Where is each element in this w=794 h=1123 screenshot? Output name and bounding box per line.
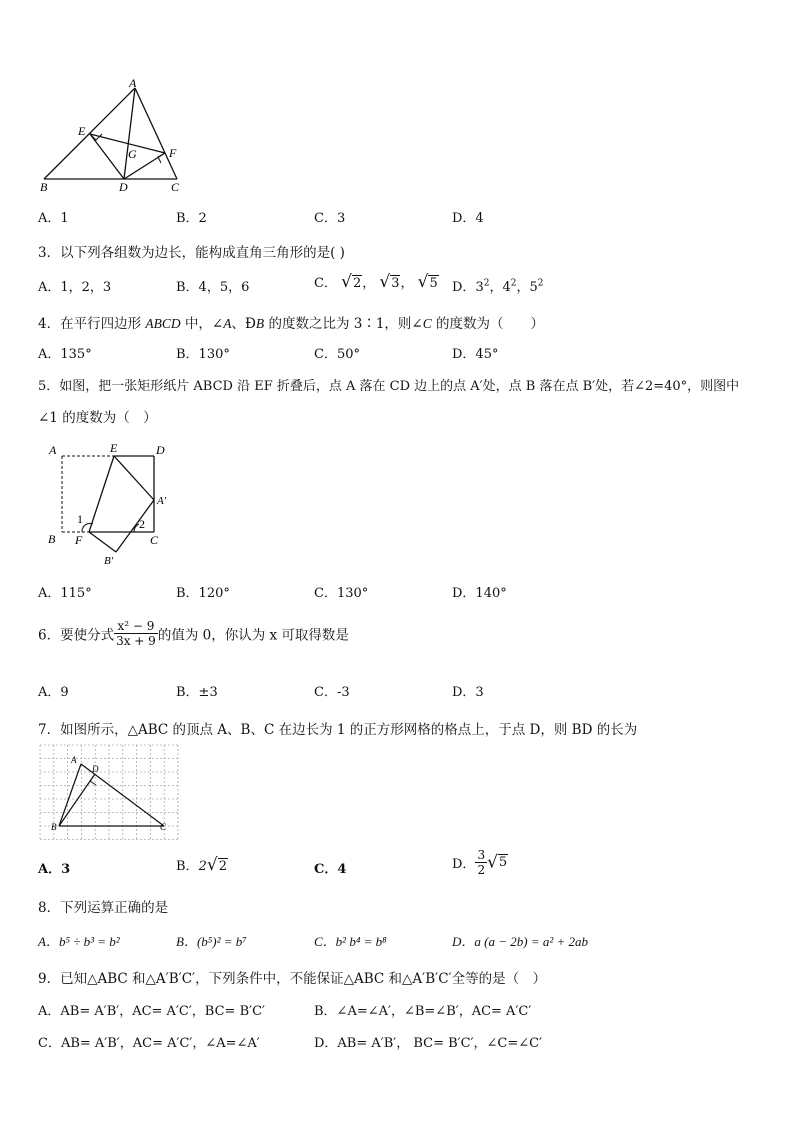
q5-label-b: B [48, 532, 56, 546]
q2-option-c[interactable]: C．3 [314, 211, 346, 226]
q7-label-c: C [160, 822, 167, 832]
q6-frac-den: 3x + 9 [116, 634, 156, 648]
q3-d-sep2: ， [516, 280, 530, 295]
q8-stem: 8．下列运算正确的是 [38, 900, 169, 916]
q3-option-b[interactable]: B．4，5，6 [176, 280, 250, 295]
q5-label-d: D [156, 443, 165, 457]
q3-d-base3: 5 [529, 280, 538, 295]
q7-label-a: A [71, 755, 77, 765]
q7-d-prefix: D． [452, 857, 476, 872]
q2-option-d[interactable]: D．4 [452, 211, 484, 226]
q7-d-num: 3 [477, 848, 486, 862]
q9-option-a[interactable]: A．AB= A′B′，AC= A′C′，BC= B′C′ [38, 1004, 265, 1019]
q5-stem-line2: ∠1 的度数为（ ） [38, 410, 157, 426]
q9-option-b[interactable]: B．∠A=∠A′，∠B=∠B′，AC= A′C′ [314, 1004, 532, 1019]
q5-label-a: A [49, 443, 57, 457]
q5-angle-1: 1 [77, 512, 83, 526]
q4-stem-part: 的度数之比为 3∶1，则∠ [264, 316, 423, 332]
q4-option-a[interactable]: A．135° [38, 347, 92, 362]
q3-c-val2: 3 [391, 276, 400, 291]
q6-option-b[interactable]: B．±3 [176, 685, 218, 700]
label-c: C [171, 180, 180, 194]
q5-angle-2: 2 [139, 517, 145, 531]
q9-option-c[interactable]: C．AB= A′B′，AC= A′C′，∠A=∠A′ [38, 1036, 260, 1051]
q7-label-b: B [51, 822, 57, 832]
q7-option-d[interactable] [452, 848, 508, 877]
q4-angle-b: B [255, 316, 265, 331]
q3-c-prefix: C． [314, 276, 337, 291]
label-e: E [78, 124, 86, 138]
q3-option-d[interactable] [452, 276, 544, 295]
q6-option-c[interactable]: C．-3 [314, 685, 350, 700]
q7-stem: 7．如图所示，△ABC 的顶点 A、B、C 在边长为 1 的正方形网格的格点上，于点 D，则 BD 的长为 [38, 722, 638, 738]
label-d: D [119, 180, 128, 194]
q3-d-base2: 4 [502, 280, 511, 295]
q7-b-radicand: 2 [218, 859, 227, 874]
q2-option-b[interactable]: B．2 [176, 211, 207, 226]
label-a: A [129, 78, 137, 90]
label-f: F [169, 146, 177, 160]
grid-triangle-figure [38, 743, 180, 843]
q7-option-c[interactable]: C．4 [314, 862, 347, 877]
q5-stem-line1: 5．如图，把一张矩形纸片 ABCD 沿 EF 折叠后，点 A 落在 CD 边上的点 A′处，点 B 落在点 B′处，若∠2=40°，则图中 [38, 379, 740, 394]
q4-stem-part: 4．在平行四边形 [38, 316, 146, 332]
q7-option-a[interactable]: A．3 [38, 862, 71, 877]
q6-stem-b: 的值为 0，你认为 x 可取得数是 [157, 627, 349, 644]
q7-b-coef: 2 [198, 859, 207, 874]
q5-label-a-prime: A' [157, 495, 167, 507]
q4-stem-part: 的度数为（ ） [431, 316, 545, 332]
q7-d-radicand: 5 [498, 855, 508, 870]
q3-d-exp3: 2 [537, 278, 544, 289]
q6-frac-num: x² − 9 [114, 619, 158, 634]
q5-option-b[interactable]: B．120° [176, 586, 230, 601]
q3-option-a[interactable]: A．1，2，3 [38, 280, 112, 295]
sqrt-symbol: √ [487, 852, 498, 873]
q4-stem-part: 中，∠ [180, 316, 224, 332]
q3-d-prefix: D． [452, 280, 476, 295]
q7-d-den: 2 [477, 863, 486, 877]
q3-d-base1: 3 [475, 280, 484, 295]
q5-label-c: C [150, 533, 159, 547]
q5-option-c[interactable]: C．130° [314, 586, 369, 601]
q4-stem-part: 、Ð [231, 316, 256, 332]
q5-option-a[interactable]: A．115° [38, 586, 92, 601]
q3-d-exp2: 2 [510, 278, 517, 289]
q4-shape: ABCD [145, 316, 181, 331]
sqrt-symbol: √ [341, 272, 352, 292]
q8-option-b[interactable]: B．(b⁵)² = b⁷ [176, 934, 247, 949]
q5-label-e: E [110, 441, 118, 455]
q5-label-f: F [75, 533, 83, 547]
sqrt-symbol: √ [379, 272, 391, 292]
q4-option-c[interactable]: C．50° [314, 347, 360, 362]
label-g: G [128, 147, 137, 161]
q4-stem [38, 312, 544, 332]
q9-stem: 9．已知△ABC 和△A′B′C′，下列条件中，不能保证△ABC 和△A′B′C′全等的是（ ） [38, 971, 547, 987]
q7-b-prefix: B． [176, 859, 199, 874]
q4-angle-c: C [422, 316, 432, 331]
q3-d-sep1: ， [489, 280, 503, 295]
q6-option-a[interactable]: A．9 [38, 685, 69, 700]
q6-fraction [114, 619, 158, 648]
q4-option-d[interactable]: D．45° [452, 347, 499, 362]
q4-angle-a: A [223, 316, 232, 331]
q8-option-d[interactable]: D．a (a − 2b) = a² + 2ab [452, 934, 589, 949]
triangle-figure-1 [30, 78, 200, 196]
q8-option-a[interactable]: A．b⁵ ÷ b³ = b² [38, 934, 120, 949]
q5-label-b-prime: B' [104, 555, 114, 567]
q3-c-val1: 2 [352, 276, 362, 291]
q7-label-d: D [92, 764, 99, 774]
label-b: B [40, 180, 48, 194]
q4-option-b[interactable]: B．130° [176, 347, 230, 362]
folded-rectangle-figure [44, 440, 174, 568]
q8-option-c[interactable]: C．b² b⁴ = b⁸ [314, 934, 387, 949]
q5-option-d[interactable]: D．140° [452, 586, 507, 601]
q6-stem [38, 619, 349, 648]
q2-option-a[interactable]: A．1 [38, 211, 69, 226]
q7-d-fraction [475, 848, 487, 877]
q3-option-c[interactable]: C． √2， √3， √5 [314, 272, 438, 292]
sqrt-symbol: √ [417, 272, 429, 292]
q6-option-d[interactable]: D．3 [452, 685, 484, 700]
q9-option-d[interactable]: D．AB= A′B′， BC= B′C′，∠C=∠C′ [314, 1036, 543, 1051]
q3-d-exp1: 2 [483, 278, 490, 289]
sqrt-symbol: √ [206, 855, 218, 875]
q3-stem: 3．以下列各组数为边长，能构成直角三角形的是( ) [38, 245, 345, 261]
q3-c-val3: 5 [429, 276, 438, 291]
q6-stem-a: 6．要使分式 [38, 627, 115, 644]
q7-option-b[interactable] [176, 855, 228, 875]
